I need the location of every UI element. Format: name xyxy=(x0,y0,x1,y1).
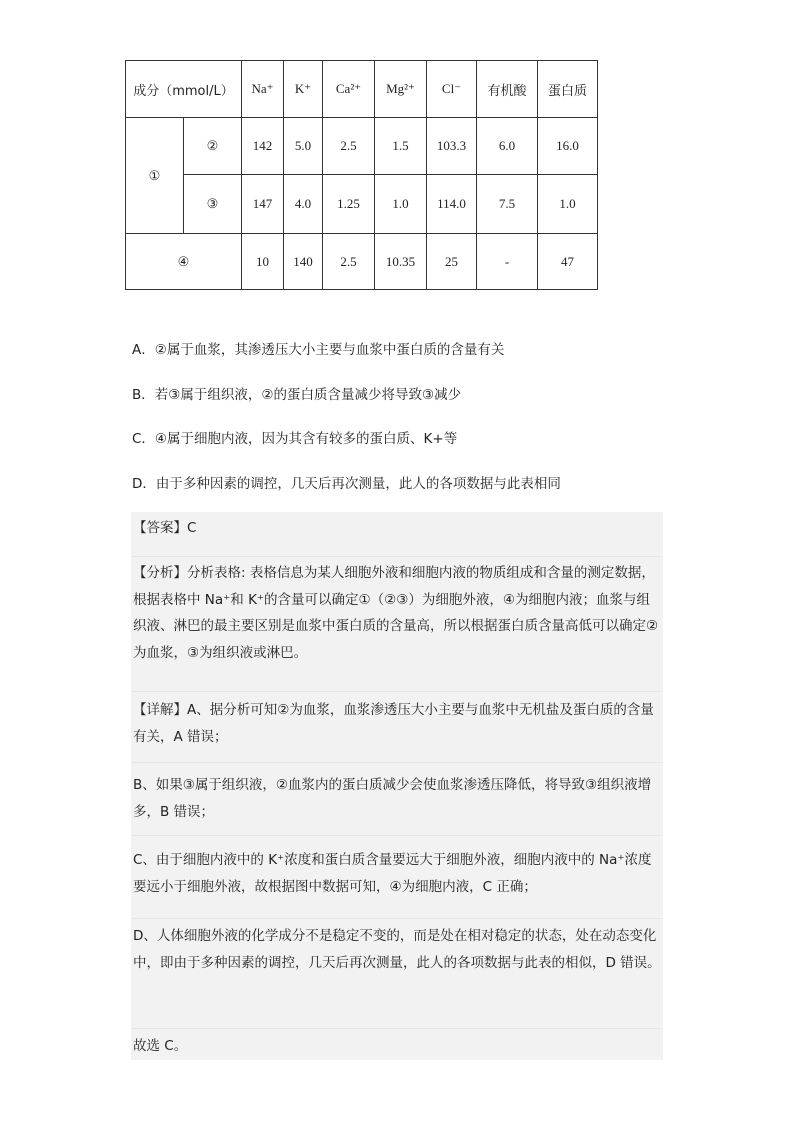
divider xyxy=(131,1028,663,1029)
table-cell: - xyxy=(477,234,538,290)
detail-c-paragraph: C、由于细胞内液中的 K⁺浓度和蛋白质含量要远大于细胞外液，细胞内液中的 Na⁺浓度要远小于细胞外液，故根据图中数据可知，④为细胞内液，C 正确； xyxy=(133,852,652,895)
group-label-cell: ① xyxy=(126,118,184,234)
table-cell: 25 xyxy=(427,234,477,290)
analysis-paragraph: 【分析】分析表格: 表格信息为某人细胞外液和细胞内液的物质组成和含量的测定数据，根据表格中 Na⁺和 K⁺的含量可以确定①（②③）为细胞外液，④为细胞内液；血浆与组织液、淋巴的最主要区别是血浆中蛋白质的含量高，所以根据蛋白质含量高低可以确定②为血浆，③为组织液或淋巴。 xyxy=(133,565,659,661)
table-cell: 7.5 xyxy=(477,175,538,234)
header-cell: 成分（mmol/L） xyxy=(126,61,242,118)
detail-d-paragraph: D、人体细胞外液的化学成分不是稳定不变的，而是处在相对稳定的状态，处在动态变化中，即由于多种因素的调控，几天后再次测量，此人的各项数据与此表的相似，D 错误。 xyxy=(133,928,661,971)
table-header-row xyxy=(126,61,598,118)
header-cell: 蛋白质 xyxy=(538,61,598,118)
row-label-cell: ③ xyxy=(184,175,242,234)
table-cell: 47 xyxy=(538,234,598,290)
divider xyxy=(131,835,663,836)
row-label-cell: ④ xyxy=(126,234,242,290)
table-cell: 2.5 xyxy=(323,234,375,290)
option-c: C．④属于细胞内液，因为其含有较多的蛋白质、K+等 xyxy=(132,431,458,447)
table-cell: 1.25 xyxy=(323,175,375,234)
option-d: D．由于多种因素的调控，几天后再次测量，此人的各项数据与此表相同 xyxy=(132,476,561,492)
table-cell: 10 xyxy=(242,234,284,290)
table-cell: 142 xyxy=(242,118,284,175)
table-row xyxy=(126,118,598,175)
table-cell: 103.3 xyxy=(427,118,477,175)
divider xyxy=(131,556,663,557)
header-cell: K⁺ xyxy=(284,61,323,118)
table-cell: 6.0 xyxy=(477,118,538,175)
table-cell: 1.0 xyxy=(375,175,427,234)
table-cell: 2.5 xyxy=(323,118,375,175)
table-cell: 140 xyxy=(284,234,323,290)
table-cell: 114.0 xyxy=(427,175,477,234)
header-cell: Cl⁻ xyxy=(427,61,477,118)
composition-table xyxy=(125,60,598,290)
table-cell: 5.0 xyxy=(284,118,323,175)
header-cell: Na⁺ xyxy=(242,61,284,118)
table-cell: 1.0 xyxy=(538,175,598,234)
table-cell: 147 xyxy=(242,175,284,234)
header-cell: Mg²⁺ xyxy=(375,61,427,118)
table-cell: 10.35 xyxy=(375,234,427,290)
divider xyxy=(131,762,663,763)
row-label-cell: ② xyxy=(184,118,242,175)
table-row xyxy=(126,175,598,234)
table-cell: 4.0 xyxy=(284,175,323,234)
table-row xyxy=(126,234,598,290)
header-cell: Ca²⁺ xyxy=(323,61,375,118)
divider xyxy=(131,691,663,692)
divider xyxy=(131,918,663,919)
option-a: A．②属于血浆，其渗透压大小主要与血浆中蛋白质的含量有关 xyxy=(132,342,505,358)
table-cell: 1.5 xyxy=(375,118,427,175)
conclusion-line: 故选 C。 xyxy=(133,1038,188,1054)
detail-a-paragraph: 【详解】A、据分析可知②为血浆，血浆渗透压大小主要与血浆中无机盐及蛋白质的含量有关，A 错误； xyxy=(133,702,654,745)
option-b: B．若③属于组织液，②的蛋白质含量减少将导致③减少 xyxy=(132,387,462,403)
header-cell: 有机酸 xyxy=(477,61,538,118)
answer-line: 【答案】C xyxy=(133,520,197,536)
table-cell: 16.0 xyxy=(538,118,598,175)
detail-b-paragraph: B、如果③属于组织液，②血浆内的蛋白质减少会使血浆渗透压降低，将导致③组织液增多，B 错误； xyxy=(133,777,652,820)
